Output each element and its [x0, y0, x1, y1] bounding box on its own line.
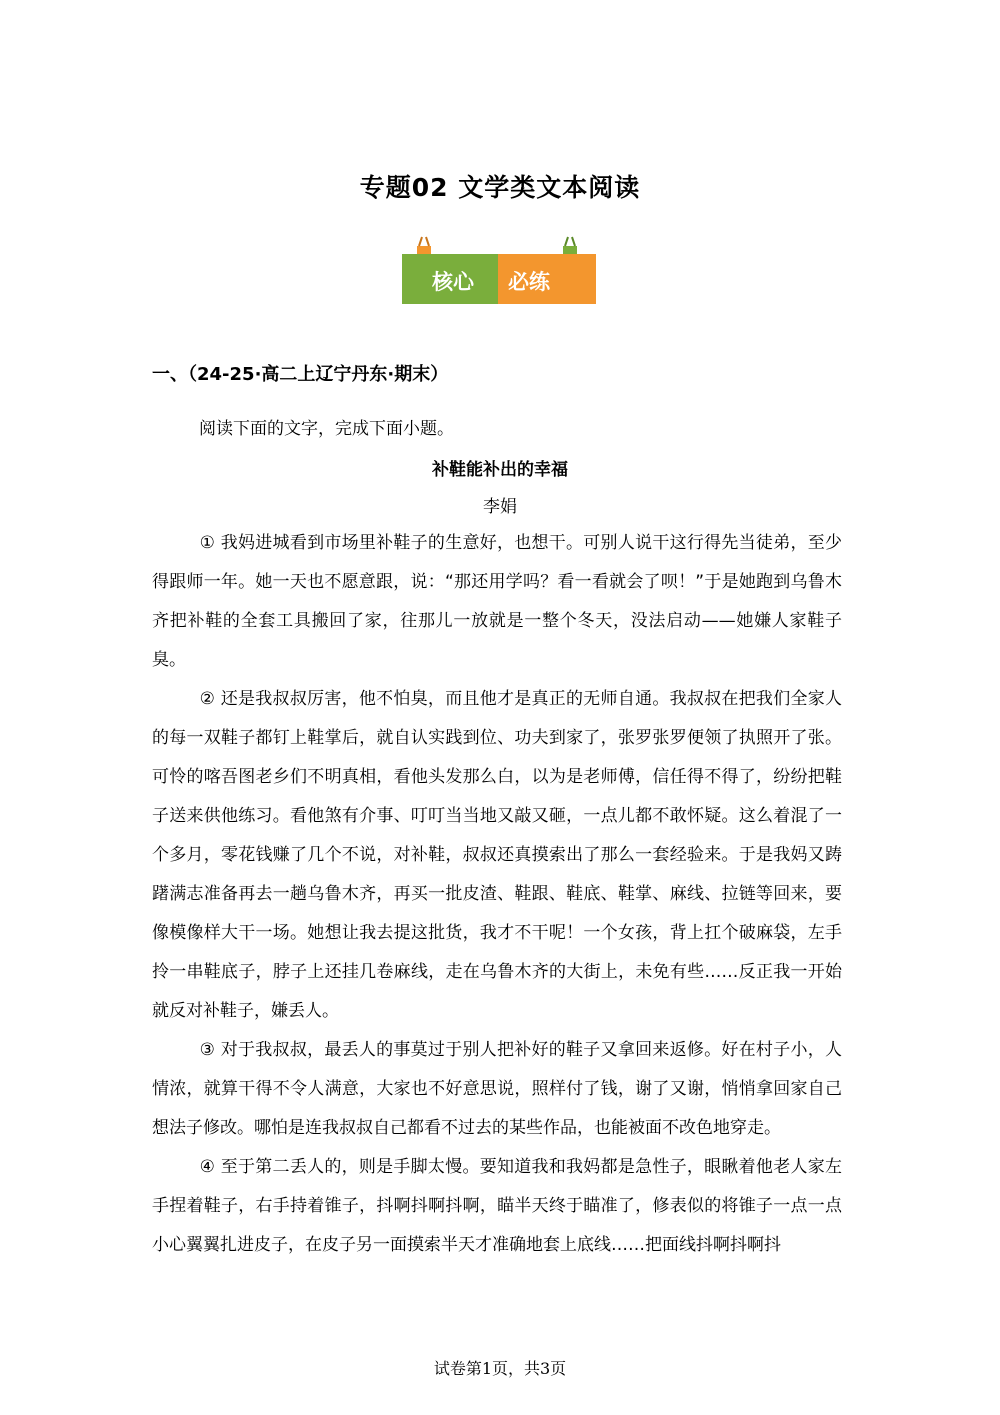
section-heading: 一、（24-25·高二上辽宁丹东·期末）	[152, 364, 449, 385]
core-practice-badge	[402, 236, 598, 308]
paragraph-3: ③ 对于我叔叔，最丢人的事莫过于别人把补好的鞋子又拿回来返修。好在村子小，人情浓，就算干得不令人满意，大家也不好意思说，照样付了钱，谢了又谢，悄悄拿回家自己想法子修改。哪怕是连我叔叔自己都看不过去的某些作品，也能被面不改色地穿走。	[152, 1040, 842, 1138]
reading-instruction: 阅读下面的文字，完成下面小题。	[199, 419, 454, 439]
page-footer: 试卷第1页，共3页	[433, 1359, 567, 1378]
paragraph-2: ② 还是我叔叔厉害，他不怕臭，而且他才是真正的无师自通。我叔叔在把我们全家人的每一双鞋子都钉上鞋掌后，就自认实践到位、功夫到家了，张罗张罗便领了执照开了张。可怜的喀吾图老乡们不明真相，看他头发那么白，以为是老师傅，信任得不得了，纷纷把鞋子送来供他练习。看他煞有介事、叮叮当当地又敲又砸，一点儿都不敢怀疑。这么着混了一个多月，零花钱赚了几个不说，对补鞋，叔叔还真摸索出了那么一套经验来。于是我妈又踌躇满志准备再去一趟乌鲁木齐，再买一批皮渣、鞋跟、鞋底、鞋掌、麻线、拉链等回来，要像模像样大干一场。她想让我去提这批货，我才不干呢！一个女孩，背上扛个破麻袋，左手拎一串鞋底子，脖子上还挂几卷麻线，走在乌鲁木齐的大街上，未免有些……反正我一开始就反对补鞋子，嫌丢人。	[152, 689, 842, 1021]
badge-left-label: 核心	[432, 270, 474, 294]
page-title: 专题02 文学类文本阅读	[359, 173, 641, 202]
article-author: 李娟	[483, 497, 517, 517]
article-title: 补鞋能补出的幸福	[432, 460, 568, 480]
article-body	[152, 524, 842, 1265]
paragraph-1: ① 我妈进城看到市场里补鞋子的生意好，也想干。可别人说干这行得先当徒弟，至少得跟师一年。她一天也不愿意跟，说：“那还用学吗？看一看就会了呗！”于是她跑到乌鲁木齐把补鞋的全套工具搬回了家，往那儿一放就是一整个冬天，没法启动——她嫌人家鞋子臭。	[152, 533, 842, 670]
badge-right-label: 必练	[508, 270, 550, 294]
paragraph-4: ④ 至于第二丢人的，则是手脚太慢。要知道我和我妈都是急性子，眼瞅着他老人家左手捏着鞋子，右手持着锥子，抖啊抖啊抖啊，瞄半天终于瞄准了，修表似的将锥子一点一点小心翼翼扎进皮子，在皮子另一面摸索半天才准确地套上底线……把面线抖啊抖啊抖	[152, 1157, 842, 1255]
